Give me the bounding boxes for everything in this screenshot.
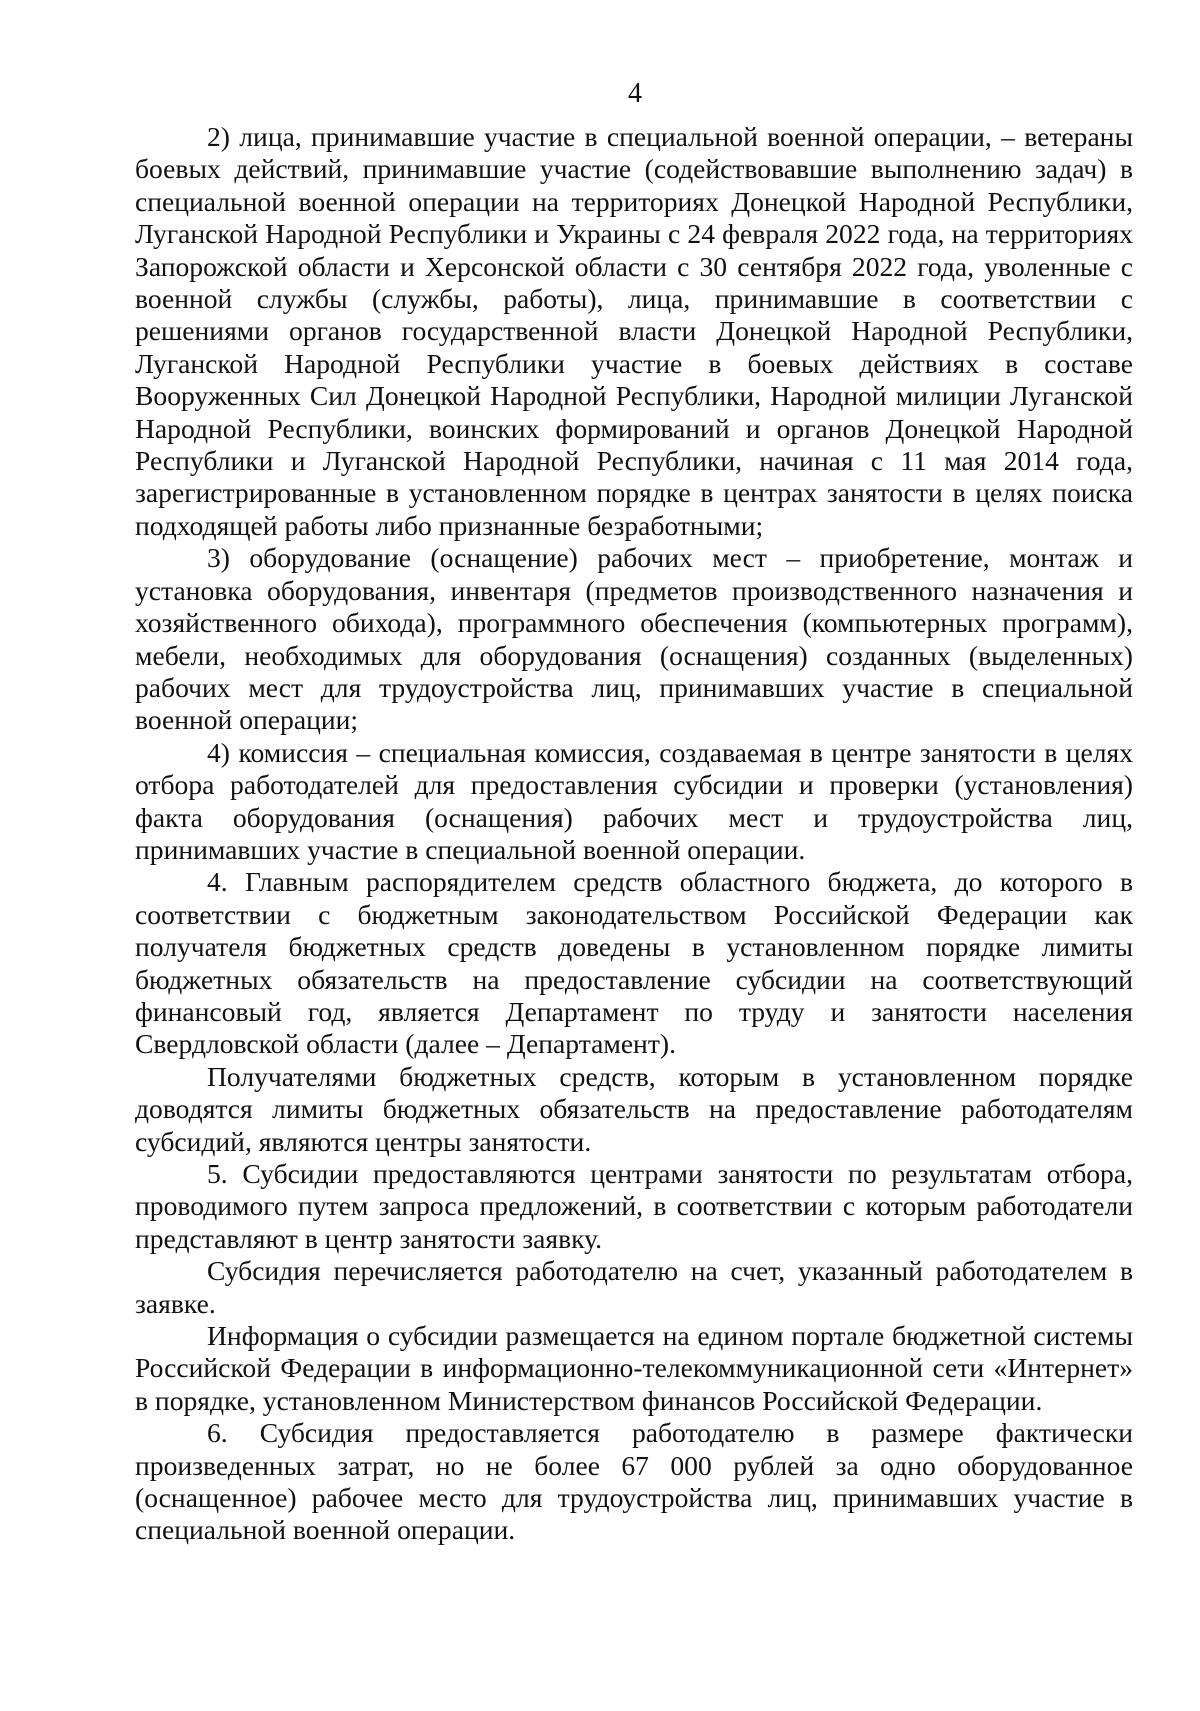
paragraph-subsidy-transfer: Субсидия перечисляется работодателю на счет, указанный работодателем в заявке. bbox=[135, 1255, 1133, 1319]
page-number: 4 bbox=[628, 78, 642, 109]
paragraph-item-4-commission-definition: 4) комиссия – специальная комиссия, создаваемая в центре занятости в целях отбора работодателей для предоставления субсидии и проверки (установления) факта оборудования (оснащения) рабочих мест и трудоустройства лиц, принимавших участие в специальной военной операции. bbox=[135, 736, 1133, 865]
paragraph-section-4-main-budget-manager: 4. Главным распорядителем средств областного бюджета, до которого в соответствии с бюджетным законодательством Российской Федерации как получателя бюджетных средств доведены в установленном порядке лимиты бюджетных обязательств на предоставление субсидии на соответствующий финансовый год, является Департамент по труду и занятости населения Свердловской области (далее – Департамент). bbox=[135, 866, 1133, 1060]
paragraph-item-3-workplace-equipment-definition: 3) оборудование (оснащение) рабочих мест – приобретение, монтаж и установка оборудования, инвентаря (предметов производственного назначения и хозяйственного обихода), программного обеспечения (компьютерных программ), мебели, необходимых для оборудования (оснащения) созданных (выделенных) рабочих мест для трудоустройства лиц, принимавших участие в специальной военной операции; bbox=[135, 542, 1133, 736]
paragraph-section-5-subsidy-selection: 5. Субсидии предоставляются центрами занятости по результатам отбора, проводимого путем запроса предложений, в соответствии с которым работодатели представляют в центр занятости заявку. bbox=[135, 1158, 1133, 1254]
paragraph-section-6-subsidy-amount: 6. Субсидия предоставляется работодателю в размере фактически произведенных затрат, но не более 67 000 рублей за одно оборудованное (оснащенное) рабочее место для трудоустройства лиц, принимавших участие в специальной военной операции. bbox=[135, 1417, 1133, 1546]
paragraph-subsidy-information-portal: Информация о субсидии размещается на едином портале бюджетной системы Российской Федерации в информационно-телекоммуникационной сети «Интернет» в порядке, установленном Министерством финансов Российской Федерации. bbox=[135, 1320, 1133, 1416]
document-body bbox=[135, 121, 1133, 1547]
paragraph-budget-recipients: Получателями бюджетных средств, которым в установленном порядке доводятся лимиты бюджетных обязательств на предоставление работодателям субсидий, являются центры занятости. bbox=[135, 1060, 1133, 1157]
paragraph-item-2-participants-definition: 2) лица, принимавшие участие в специальной военной операции, – ветераны боевых действий, принимавшие участие (содействовавшие выполнению задач) в специальной военной операции на территориях Донецкой Народной Республики, Луганской Народной Республики и Украины с 24 февраля 2022 года, на территориях Запорожской области и Херсонской области с 30 сентября 2022 года, уволенные с военной службы (службы, работы), лица, принимавшие в соответствии с решениями органов государственной власти Донецкой Народной Республики, Луганской Народной Республики участие в боевых действиях в составе Вооруженных Сил Донецкой Народной Республики, Народной милиции Луганской Народной Республики, воинских формирований и органов Донецкой Народной Республики и Луганской Народной Республики, начиная с 11 мая 2014 года, зарегистрированные в установленном порядке в центрах занятости в целях поиска подходящей работы либо признанные безработными; bbox=[135, 121, 1133, 541]
